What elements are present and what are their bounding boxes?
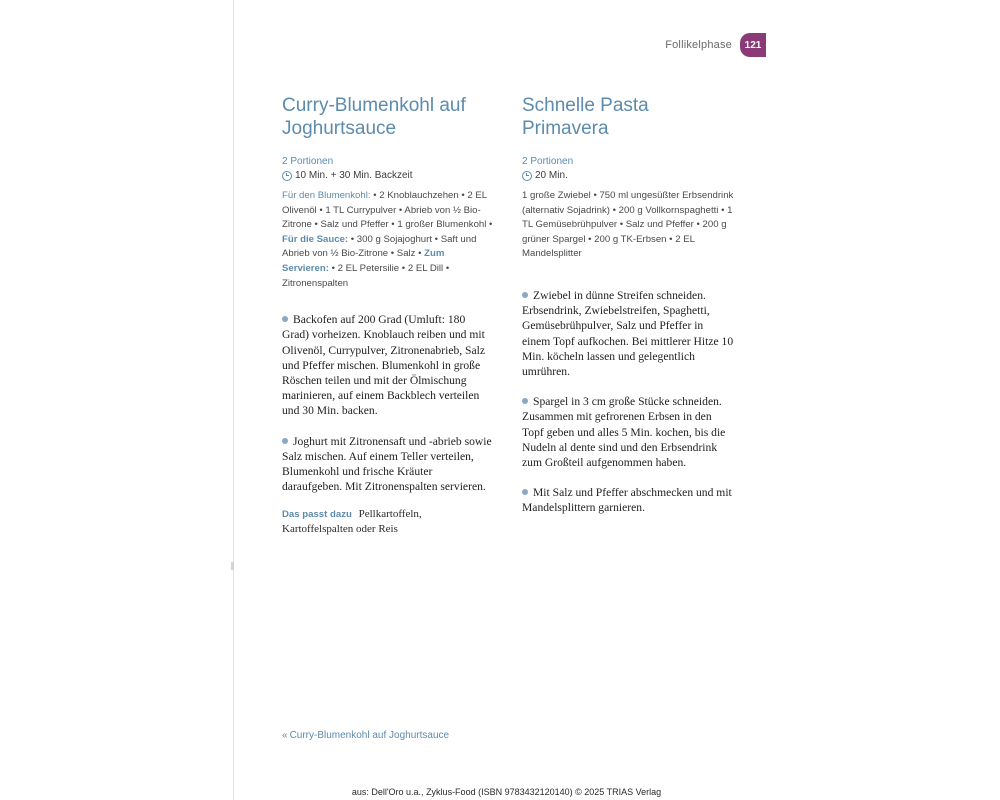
ingredient-group-label: Für den Blumenkohl: (282, 190, 371, 201)
prep-time-text: 10 Min. + 30 Min. Backzeit (295, 170, 413, 181)
ingredient-group-text: • 2 EL Petersilie • 2 EL Dill • Zitronenspalten (282, 262, 450, 289)
clock-icon (282, 171, 292, 181)
recipe-title: Curry-Blumenkohl auf Joghurtsauce (282, 95, 466, 139)
recipe-title: Schnelle Pasta Primavera (522, 95, 649, 139)
ingredient-group-text: • 300 g Sojajoghurt • Saft und Abrieb von ½ Bio-Zitrone • Salz • (282, 233, 477, 260)
bullet-icon (522, 489, 528, 495)
step-text: Joghurt mit Zitronensaft und -abrieb sowie Salz mischen. Auf einem Teller verteilen, Blumenkohl und frische Kräuter daraufgeben. Mit Zitronenspalten servieren. (282, 434, 492, 494)
page-number-badge: 121 (740, 33, 766, 57)
step (522, 394, 734, 470)
prep-time-text: 20 Min. (535, 170, 568, 181)
step-text: Backofen auf 200 Grad (Umluft: 180 Grad) vorheizen. Knoblauch reiben und mit Olivenöl, Currypulver, Zitronenabrieb, Salz und Pfeffer mischen. Blumenkohl in große Röschen teilen und mit der Ölmischung marinieren, auf einem Backblech verteilen und 30 Min. backen. (282, 313, 486, 418)
copyright-footer: aus: Dell'Oro u.a., Zyklus-Food (ISBN 9783432120140) © 2025 TRIAS Verlag (351, 787, 662, 797)
bullet-icon (522, 292, 528, 298)
spine-mark (231, 562, 234, 570)
recipe-curry-blumenkohl (282, 94, 494, 537)
servings: 2 Portionen (522, 156, 574, 167)
prep-time (282, 169, 494, 183)
back-link[interactable] (282, 730, 449, 741)
back-link-label: Curry-Blumenkohl auf Joghurtsauce (289, 730, 450, 741)
serving-tip (282, 507, 494, 537)
double-chevron-left-icon: « (282, 730, 288, 741)
servings: 2 Portionen (282, 156, 334, 167)
ingredient-group-label: Für die Sauce: (282, 233, 349, 245)
page-spine (233, 0, 234, 800)
step-list (282, 312, 494, 494)
ingredient-list (282, 189, 494, 291)
step (282, 312, 494, 418)
clock-icon (522, 171, 532, 181)
ingredient-group-label: Zum Servieren: (282, 248, 445, 274)
bullet-icon (282, 438, 288, 444)
tip-label: Das passt dazu (282, 509, 352, 521)
step-text: Mit Salz und Pfeffer abschmecken und mit Mandelsplittern garnieren. (522, 486, 732, 515)
prep-time (522, 169, 734, 183)
step-list (522, 288, 734, 516)
step (522, 485, 734, 515)
bullet-icon (522, 398, 528, 404)
tip-text: Pellkartoffeln, Kartoffelspalten oder Reis (282, 508, 422, 536)
step-text: Zwiebel in dünne Streifen schneiden. Erbsendrink, Zwiebelstreifen, Spaghetti, Gemüsebrühpulver, Salz und Pfeffer in einem Topf aufkochen. Bei mittlerer Hitze 10 Min. köcheln lassen und gelegentlich umrühren. (522, 288, 734, 378)
step-text: Spargel in 3 cm große Stücke schneiden. Zusammen mit gefrorenen Erbsen in den Topf geben und alles 5 Min. kochen, bis die Nudeln al dente sind und den Erbsendrink zum Großteil aufgenommen haben. (522, 395, 726, 469)
step (522, 288, 734, 379)
ingredient-list: 1 große Zwiebel • 750 ml ungesüßter Erbsendrink (alternativ Sojadrink) • 200 g Vollkornspaghetti • 1 TL Gemüsebrühpulver • Salz und Pfeffer • 200 g grüner Spargel • 200 g TK-Erbsen • 2 EL Mandelsplitter (522, 190, 734, 260)
section-name: Follikelphase (665, 39, 732, 51)
recipe-pasta-primavera (522, 94, 734, 531)
ingredient-group-text: • 2 Knoblauchzehen • 2 EL Olivenöl • 1 TL Currypulver • Abrieb von ½ Bio-Zitrone • Salz und Pfeffer • 1 großer Blumenkohl • (282, 190, 493, 231)
bullet-icon (282, 316, 288, 322)
step (282, 434, 494, 495)
